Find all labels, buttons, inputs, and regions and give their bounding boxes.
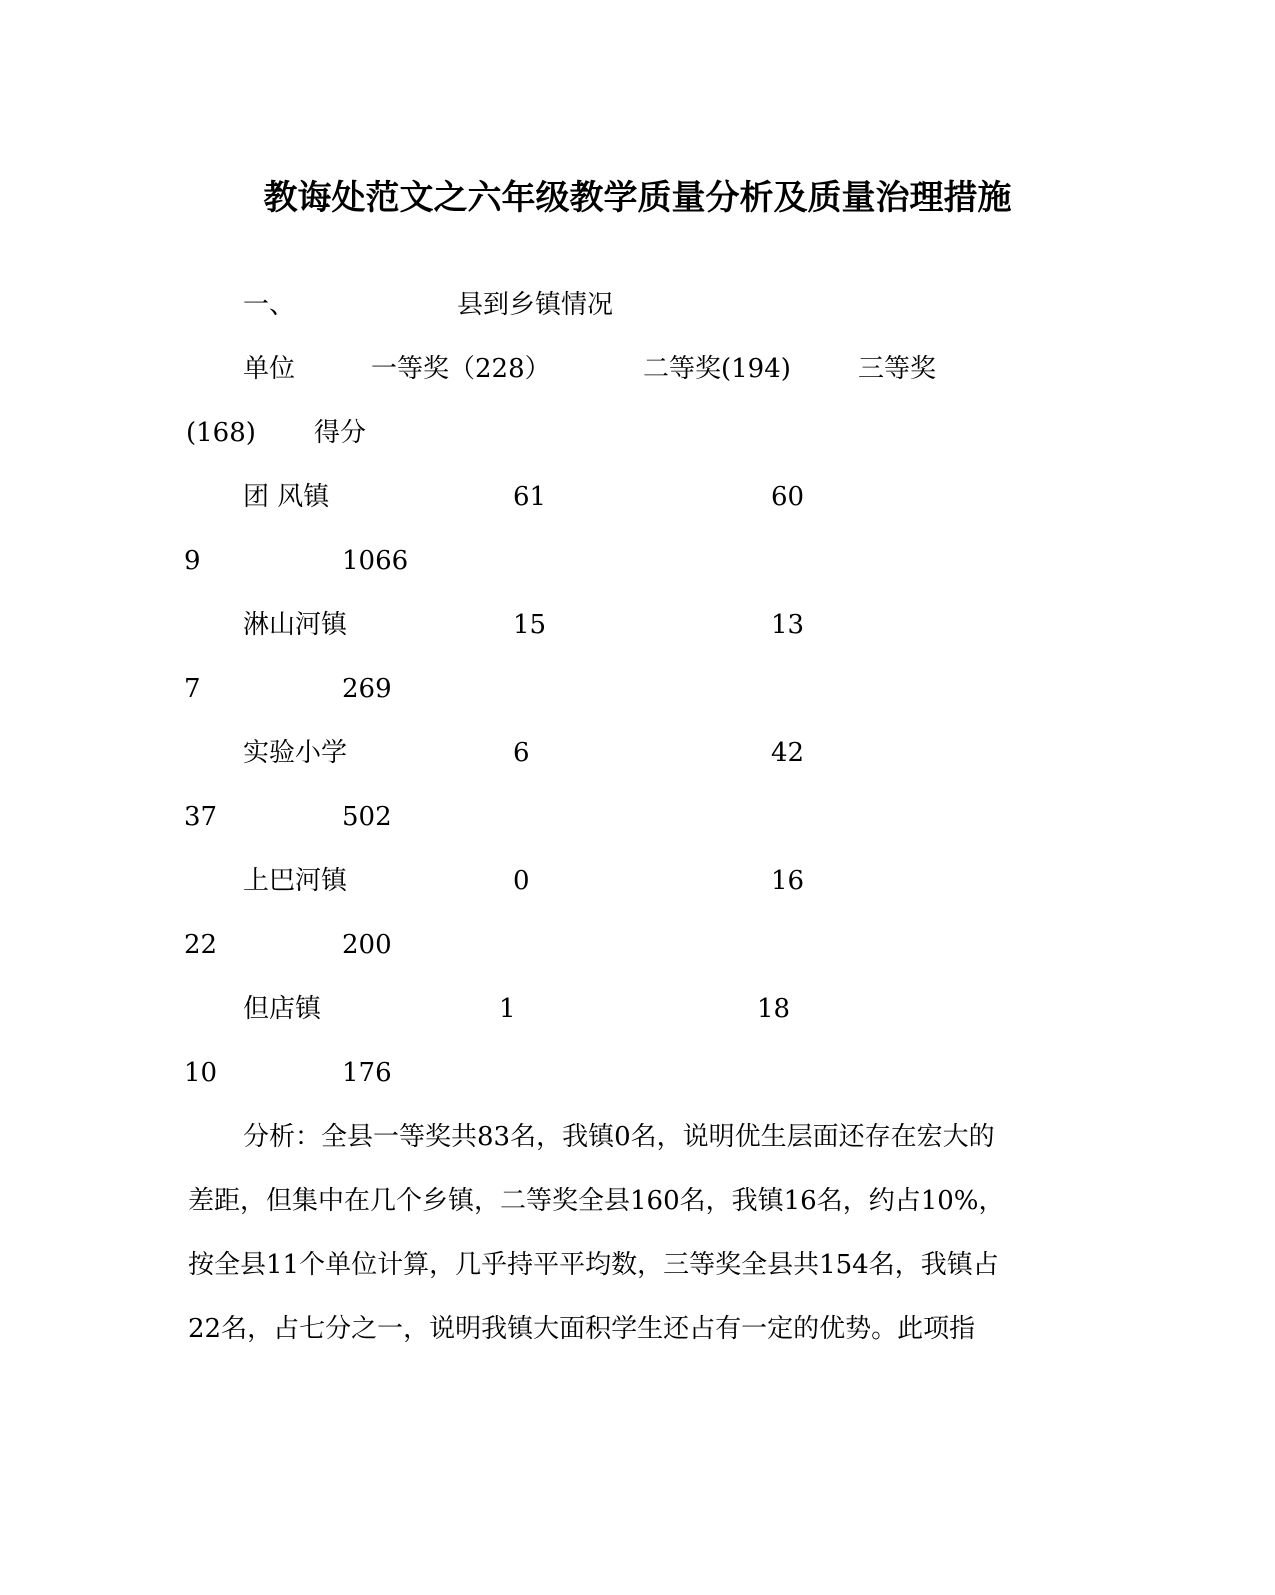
row-third: 7 (184, 674, 201, 704)
row-unit: 实验小学 (243, 738, 348, 768)
analysis-line: 分析：全县一等奖共83名，我镇0名，说明优生层面还存在宏大的 (243, 1122, 995, 1152)
row-first: 6 (513, 738, 530, 768)
row-second: 16 (771, 866, 805, 896)
row-third: 37 (184, 802, 218, 832)
header-first-prize: 一等奖（228） (371, 354, 551, 384)
header-third-prize-count: (168) (186, 418, 256, 448)
section-number: 一、 (243, 290, 296, 320)
row-first: 61 (513, 482, 547, 512)
row-second: 60 (771, 482, 805, 512)
header-unit: 单位 (243, 354, 296, 384)
row-score: 176 (342, 1058, 392, 1088)
row-unit: 上巴河镇 (243, 866, 348, 896)
row-score: 269 (342, 674, 392, 704)
page-title: 教诲处范文之六年级教学质量分析及质量治理措施 (263, 178, 1012, 218)
row-first: 1 (499, 994, 516, 1024)
row-first: 0 (513, 866, 530, 896)
row-unit: 团 风镇 (243, 482, 330, 512)
analysis-line: 按全县11个单位计算，几乎持平平均数，三等奖全县共154名，我镇占 (188, 1250, 999, 1280)
row-third: 10 (184, 1058, 218, 1088)
header-score: 得分 (314, 418, 367, 448)
row-third: 9 (184, 546, 201, 576)
row-first: 15 (513, 610, 547, 640)
row-score: 502 (342, 802, 392, 832)
row-unit: 但店镇 (243, 994, 322, 1024)
row-unit: 淋山河镇 (243, 610, 348, 640)
row-third: 22 (184, 930, 218, 960)
analysis-line: 22名，占七分之一，说明我镇大面积学生还占有一定的优势。此项指 (188, 1314, 976, 1344)
row-score: 200 (342, 930, 392, 960)
row-second: 18 (757, 994, 791, 1024)
section-heading: 县到乡镇情况 (457, 290, 614, 320)
row-score: 1066 (342, 546, 409, 576)
header-third-prize: 三等奖 (858, 354, 937, 384)
row-second: 42 (771, 738, 805, 768)
row-second: 13 (771, 610, 805, 640)
header-second-prize: 二等奖(194) (643, 354, 791, 384)
analysis-line: 差距，但集中在几个乡镇，二等奖全县160名，我镇16名，约占10%， (188, 1186, 1005, 1216)
